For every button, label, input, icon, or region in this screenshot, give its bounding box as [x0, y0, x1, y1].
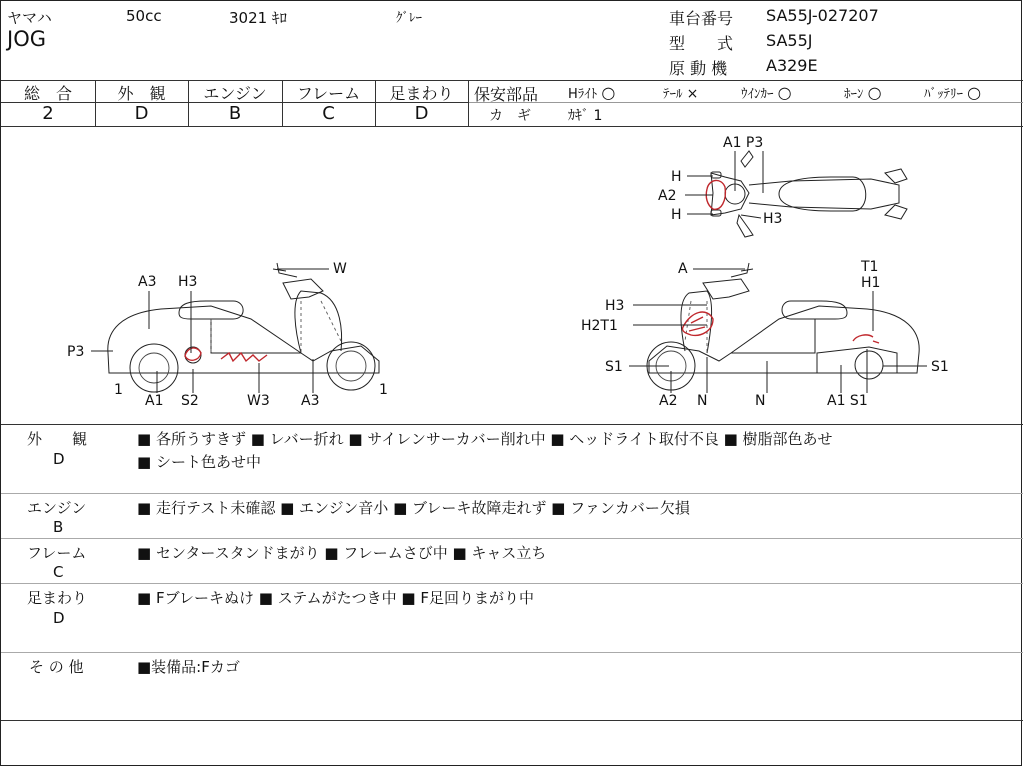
- remark-text: ■ Fブレーキぬけ ■ ステムがたつき中 ■ F足回りまがり中: [137, 589, 534, 607]
- label-num1-right: 1: [379, 382, 388, 398]
- key-value: ｶｷﾞ 1: [568, 108, 603, 124]
- divider: [1, 720, 1023, 721]
- label-p3: P3: [67, 344, 85, 360]
- label-a2-right: A2: [659, 393, 678, 409]
- safety-item-horn: ﾎｰﾝ ○: [844, 83, 882, 102]
- label-h-bottom: H: [671, 207, 682, 223]
- remark-category: 外 観: [27, 430, 88, 448]
- label-num1-left: 1: [114, 382, 123, 398]
- frame-number-label: 車台番号: [669, 9, 734, 28]
- top-view-scooter: [706, 151, 907, 237]
- label-a3-lower: A3: [301, 393, 320, 409]
- safety-item-winker: ｳｲﾝｶｰ ○: [741, 83, 792, 102]
- safety-item-tail: ﾃｰﾙ ×: [663, 86, 699, 102]
- remark-grade: D: [53, 609, 65, 627]
- safety-item-headlight: Hﾗｲﾄ ○: [568, 83, 616, 102]
- grade-header-suspension: 足まわり: [389, 84, 454, 103]
- divider: [468, 102, 1023, 103]
- grade-header-overall: 総 合: [23, 84, 72, 103]
- remark-text: ■装備品:Fカゴ: [137, 658, 240, 676]
- remark-grade: B: [53, 518, 64, 536]
- label-a1-p3-top: A1 P3: [723, 135, 764, 151]
- divider: [1, 493, 1023, 494]
- remark-text: ■ 各所うすきず ■ レバー折れ ■ サイレンサーカバー削れ中 ■ ヘッドライト取付不良 ■ 樹脂部色あせ: [137, 430, 833, 448]
- remark-grade: D: [53, 450, 65, 468]
- label-n-2: N: [755, 393, 766, 409]
- frame-number-value: SA55J-027207: [766, 6, 879, 25]
- remark-text: ■ 走行テスト未確認 ■ エンジン音小 ■ ブレーキ故障走れず ■ ファンカバー欠損: [137, 499, 690, 517]
- label-w3: W3: [247, 393, 270, 409]
- engine-model-value: A329E: [766, 56, 818, 75]
- remark-grade: C: [53, 563, 64, 581]
- label-h3-top: H3: [763, 211, 783, 227]
- label-a1: A1: [145, 393, 164, 409]
- grade-value-engine: B: [228, 103, 242, 124]
- label-h3-right: H3: [605, 298, 625, 314]
- remark-text: ■ センタースタンドまがり ■ フレームさび中 ■ キャス立ち: [137, 544, 547, 562]
- model-name: JOG: [7, 27, 46, 51]
- type-value: SA55J: [766, 31, 813, 50]
- label-h2t1-right: H2T1: [581, 318, 618, 334]
- divider: [1, 652, 1023, 653]
- grade-header-engine: エンジン: [203, 84, 267, 103]
- label-t1-right: T1: [861, 259, 879, 275]
- label-a-right: A: [678, 261, 688, 277]
- label-a1-s1-right: A1 S1: [827, 393, 868, 409]
- grade-header-frame: フレーム: [296, 84, 361, 103]
- divider: [468, 80, 469, 126]
- divider: [1, 424, 1023, 425]
- grade-header-exterior: 外 観: [117, 84, 166, 103]
- remark-category: エンジン: [27, 499, 87, 517]
- key-label: カ ギ: [489, 108, 531, 124]
- label-s1-right: S1: [931, 359, 949, 375]
- label-h-top: H: [671, 169, 682, 185]
- label-n-1: N: [697, 393, 708, 409]
- grade-value-suspension: D: [414, 103, 429, 124]
- label-s1-left: S1: [605, 359, 623, 375]
- grade-value-frame: C: [322, 103, 335, 124]
- label-h1-right: H1: [861, 275, 881, 291]
- divider: [1, 583, 1023, 584]
- safety-item-battery: ﾊﾞｯﾃﾘｰ ○: [924, 83, 982, 102]
- engine-model-label: 原 動 機: [669, 59, 728, 78]
- displacement: 50cc: [126, 7, 162, 25]
- remark-category: 足まわり: [27, 589, 88, 607]
- grade-value-overall: 2: [42, 103, 54, 124]
- label-s2: S2: [181, 393, 199, 409]
- mileage: 3021 ｷﾛ: [229, 9, 287, 27]
- damage-diagram: [1, 127, 1023, 425]
- safety-parts-label: 保安部品: [474, 85, 539, 104]
- divider: [1, 538, 1023, 539]
- type-label: 型 式: [669, 34, 734, 53]
- remark-category: そ の 他: [29, 658, 84, 676]
- grade-value-exterior: D: [134, 103, 149, 124]
- label-a3: A3: [138, 274, 157, 290]
- maker: ヤマハ: [7, 9, 52, 27]
- label-w: W: [333, 261, 347, 277]
- remark-text: ■ シート色あせ中: [137, 453, 261, 471]
- remark-category: フレーム: [27, 544, 87, 562]
- color: ｸﾞﾚｰ: [396, 11, 422, 26]
- label-a2-top: A2: [658, 188, 677, 204]
- label-h3: H3: [178, 274, 198, 290]
